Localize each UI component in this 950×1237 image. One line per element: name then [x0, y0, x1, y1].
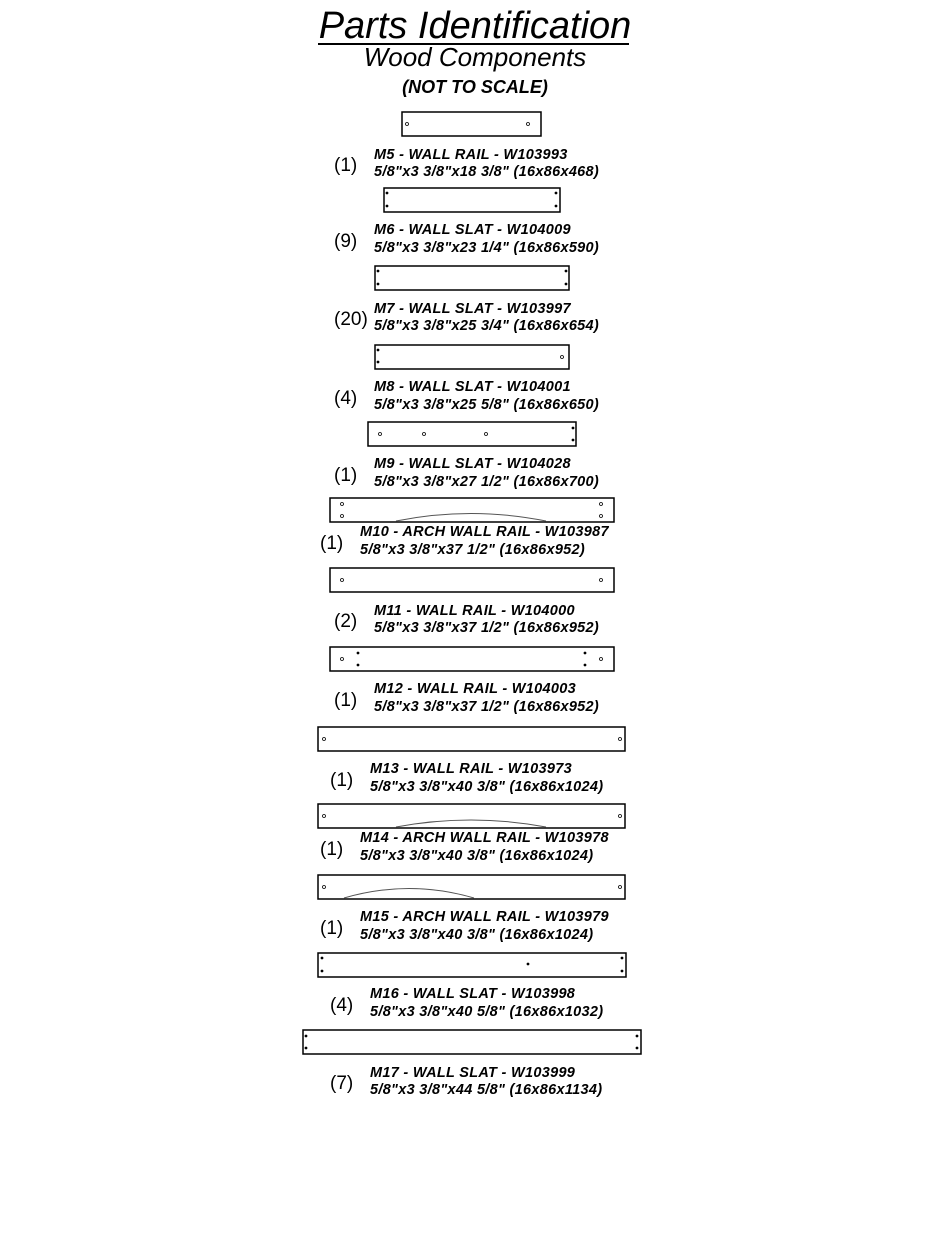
- part-name: M8 - WALL SLAT - W104001: [374, 379, 571, 395]
- part-dimensions: 5/8"x3 3/8"x40 5/8" (16x86x1032): [370, 1004, 604, 1020]
- part-quantity: (20): [334, 309, 368, 330]
- part-name: M5 - WALL RAIL - W103993: [374, 147, 568, 163]
- board-m15-drawing: [318, 875, 625, 899]
- part-dimensions: 5/8"x3 3/8"x37 1/2" (16x86x952): [374, 699, 600, 715]
- board-m6-drawing: [384, 188, 560, 212]
- part-dimensions: 5/8"x3 3/8"x27 1/2" (16x86x700): [374, 474, 600, 490]
- board-m7-drawing: [375, 266, 569, 290]
- part-quantity: (1): [334, 465, 358, 486]
- part-name: M11 - WALL RAIL - W104000: [374, 603, 575, 619]
- page-title: Parts Identification: [318, 5, 632, 47]
- board-m9-drawing: [368, 422, 576, 446]
- part-quantity: (9): [334, 231, 358, 252]
- page-subtitle: Wood Components: [363, 42, 587, 72]
- part-dimensions: 5/8"x3 3/8"x40 3/8" (16x86x1024): [360, 848, 594, 864]
- part-name: M12 - WALL RAIL - W104003: [374, 681, 576, 697]
- part-dimensions: 5/8"x3 3/8"x25 3/4" (16x86x654): [374, 318, 600, 334]
- scale-note: (NOT TO SCALE): [402, 77, 548, 97]
- part-quantity: (2): [334, 611, 358, 632]
- part-quantity: (1): [320, 918, 344, 939]
- part-name: M14 - ARCH WALL RAIL - W103978: [360, 830, 609, 846]
- part-dimensions: 5/8"x3 3/8"x25 5/8" (16x86x650): [374, 397, 600, 413]
- part-dimensions: 5/8"x3 3/8"x23 1/4" (16x86x590): [374, 240, 600, 256]
- part-dimensions: 5/8"x3 3/8"x44 5/8" (16x86x1134): [370, 1082, 603, 1098]
- part-quantity: (7): [330, 1073, 354, 1094]
- board-m16-drawing: [318, 953, 626, 977]
- board-m13-drawing: [318, 727, 625, 751]
- part-quantity: (1): [330, 770, 354, 791]
- part-quantity: (1): [334, 155, 358, 176]
- part-name: M9 - WALL SLAT - W104028: [374, 456, 571, 472]
- part-quantity: (4): [334, 388, 358, 409]
- part-name: M7 - WALL SLAT - W103997: [374, 301, 571, 317]
- board-m10-drawing: [330, 498, 614, 522]
- part-dimensions: 5/8"x3 3/8"x18 3/8" (16x86x468): [374, 164, 600, 180]
- part-name: M16 - WALL SLAT - W103998: [370, 986, 576, 1002]
- part-name: M6 - WALL SLAT - W104009: [374, 222, 571, 238]
- part-name: M15 - ARCH WALL RAIL - W103979: [360, 909, 609, 925]
- part-quantity: (1): [320, 533, 344, 554]
- board-m11-drawing: [330, 568, 614, 592]
- part-quantity: (1): [334, 690, 358, 711]
- part-dimensions: 5/8"x3 3/8"x37 1/2" (16x86x952): [374, 620, 600, 636]
- part-name: M10 - ARCH WALL RAIL - W103987: [360, 524, 609, 540]
- board-m12-drawing: [330, 647, 614, 671]
- board-m5-drawing: [402, 112, 541, 136]
- part-quantity: (1): [320, 839, 344, 860]
- part-name: M17 - WALL SLAT - W103999: [370, 1065, 576, 1081]
- part-dimensions: 5/8"x3 3/8"x37 1/2" (16x86x952): [360, 542, 586, 558]
- part-quantity: (4): [330, 995, 354, 1016]
- part-dimensions: 5/8"x3 3/8"x40 3/8" (16x86x1024): [370, 779, 604, 795]
- part-name: M13 - WALL RAIL - W103973: [370, 761, 572, 777]
- board-m14-drawing: [318, 804, 625, 828]
- part-dimensions: 5/8"x3 3/8"x40 3/8" (16x86x1024): [360, 927, 594, 943]
- board-m17-drawing: [303, 1030, 641, 1054]
- board-m8-drawing: [375, 345, 569, 369]
